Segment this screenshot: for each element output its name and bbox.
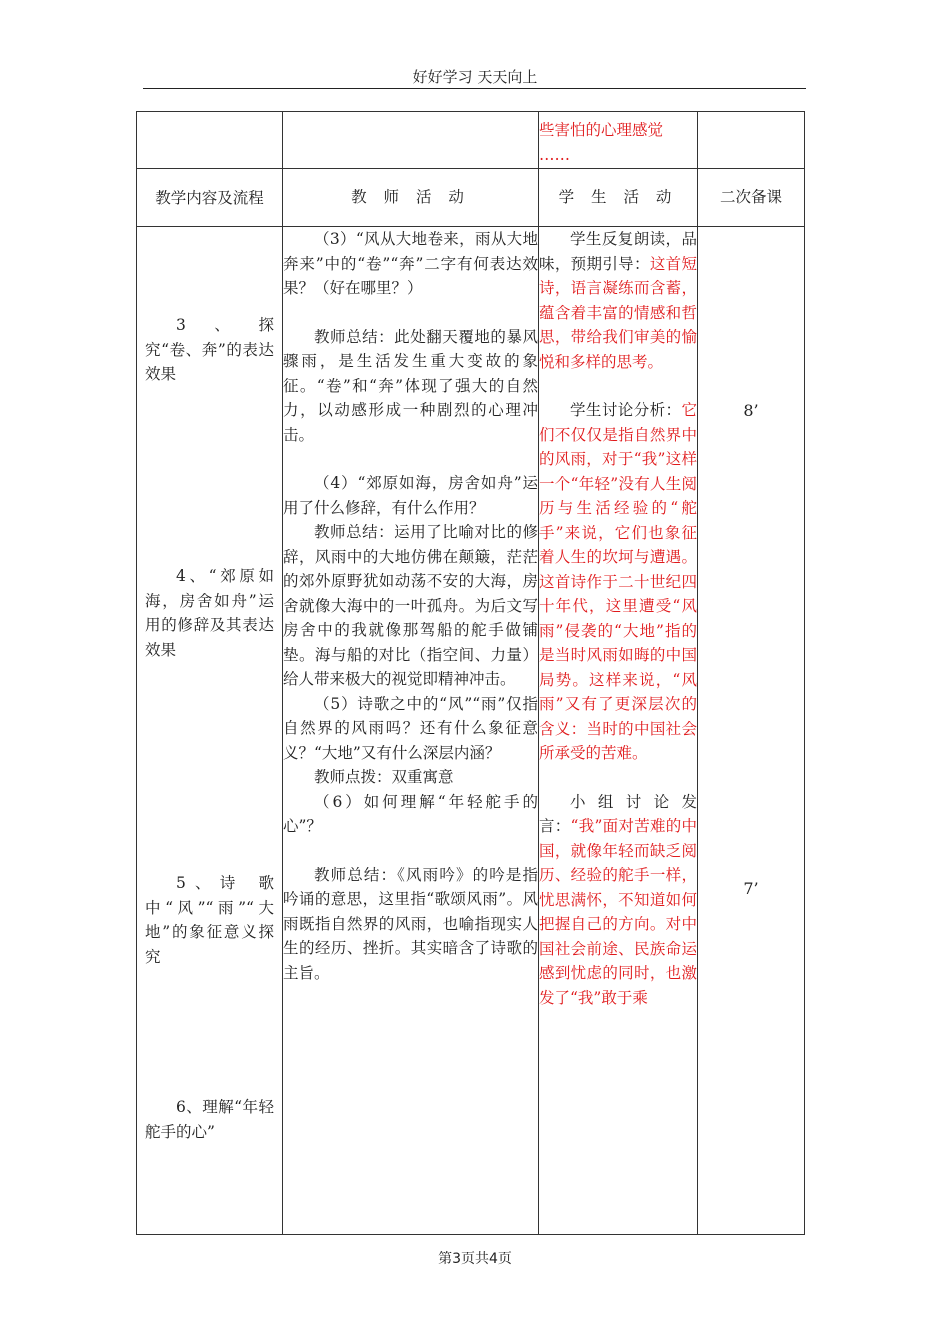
table-cell [283, 112, 539, 169]
student-top-ellipsis: …… [539, 145, 570, 164]
teacher-summary-6: 教师总结：《风雨吟》的吟是指吟诵的意思，这里指“歌颂风雨”。风雨既指自然界的风雨，也喻指现实人生的经历、挫折。其实暗含了诗歌的主旨。 [283, 865, 538, 982]
lesson-plan-table [136, 111, 805, 1235]
student-activity-lead: 小组讨论发言： [539, 792, 697, 835]
teacher-summary-4: 教师总结：运用了比喻对比的修辞，风雨中的大地仿佛在颠簸，茫茫的郊外原野犹如动荡不安的大海，房舍就像大海中的一叶孤舟。为后文写房舍中的我就像那驾船的舵手做铺垫。海与船的对比（指空间、力量）给人带来极大的视觉即精神冲击。 [283, 523, 538, 688]
content-item: 3、探 究“卷、奔”的表达效果 [145, 316, 274, 383]
column-header-student: 学 生 活 动 [539, 169, 698, 227]
teacher-tip-5: 教师点拨：双重寓意 [314, 768, 454, 786]
column-header-teacher: 教 师 活 动 [283, 169, 539, 227]
student-activity-answer: 这首短诗，语言凝练而含蓄，蕴含着丰富的情感和哲思，带给我们审美的愉悦和多样的思考。 [539, 254, 697, 371]
student-activity-answer: 它们不仅仅是指自然界中的风雨，对于“我”这样一个“年轻”没有人生阅历与生活经验的“舵手”来说，它们也象征着人生的坎坷与遭遇。这首诗作于二十世纪四十年代，这里遭受“风雨”侵袭的“大地”指的是当时风雨如晦的中国局势。这样来说，“风雨”又有了更深层次的含义：当时的中国社会所承受的苦难。 [539, 401, 697, 762]
student-activity-3 [539, 790, 697, 1011]
remark-time-1: 8’ [743, 401, 759, 420]
content-item: 4、“郊原如海，房舍如舟”运用的修辞及其表达效果 [145, 567, 274, 659]
table-cell [698, 112, 805, 169]
teacher-question-4: （4）“郊原如海，房舍如舟”运用了什么修辞，有什么作用？ [283, 474, 538, 517]
teacher-cell [283, 227, 539, 1235]
content-item: 5、诗 歌 中“风”“雨”“大地”的象征意义探究 [145, 874, 274, 966]
page-header-title: 好好学习 天天向上 [412, 68, 538, 86]
content-item: 6、理解“年轻舵手的心” [145, 1098, 274, 1141]
table-row [137, 112, 805, 169]
student-activity-lead: 学生反复朗读，品味，预期引导： [539, 230, 697, 273]
table-row [137, 227, 805, 1235]
student-top-text: 些害怕的心理感觉 [539, 121, 664, 139]
content-cell [137, 227, 283, 1235]
teacher-summary-3: 教师总结：此处翻天覆地的暴风骤雨，是生活发生重大变故的象征。“卷”和“奔”体现了强大的自然力，以动感形成一种剧烈的心理冲击。 [283, 327, 538, 444]
remark-time-2: 7’ [743, 879, 759, 898]
table-header-row [137, 169, 805, 227]
table-cell [539, 112, 698, 169]
remark-cell [698, 227, 805, 1235]
teacher-question-3: （3）“风从大地卷来，雨从大地奔来”中的“卷”“奔”二字有何表达效果？（好在哪里？） [283, 230, 538, 297]
teacher-question-5: （5）诗歌之中的“风”“雨”仅指自然界的风雨吗？还有什么象征意义？“大地”又有什么深层内涵？ [283, 694, 538, 762]
student-activity-lead: 学生讨论分析： [570, 401, 682, 419]
column-header-remark: 二次备课 [698, 169, 805, 227]
table-cell [137, 112, 283, 169]
student-cell [539, 227, 698, 1235]
page-footer-number: 第3页共4页 [438, 1251, 512, 1267]
column-header-content: 教学内容及流程 [137, 169, 283, 227]
student-activity-1 [539, 227, 697, 374]
student-activity-answer: “我”面对苦难的中国，就像年轻而缺乏阅历、经验的舵手一样，忧思满怀，不知道如何把握自己的方向。对中国社会前途、民族命运感到忧虑的同时，也激发了“我”敢于乘 [539, 817, 697, 1007]
teacher-question-6: （6）如何理解“年轻舵手的心”？ [283, 792, 538, 835]
student-activity-2 [539, 398, 697, 766]
header-rule [143, 88, 806, 89]
